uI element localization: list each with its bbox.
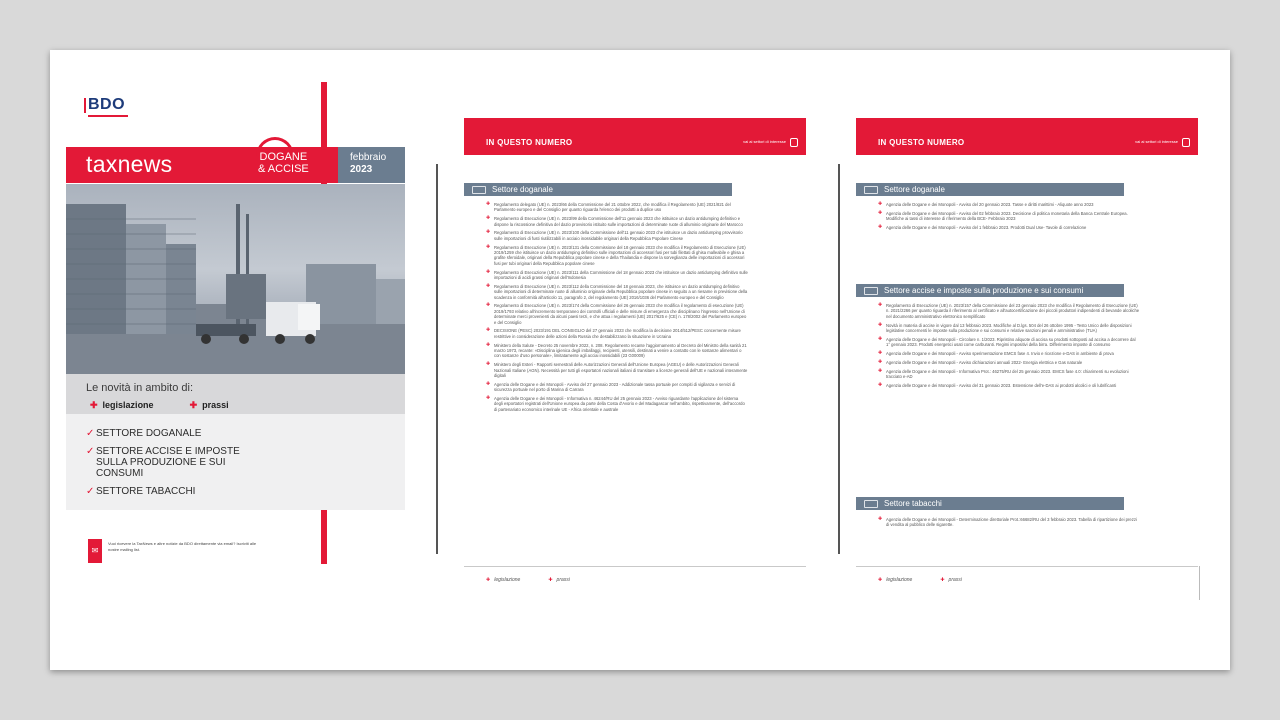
footer-tag-legislazione[interactable] [486,577,520,583]
footer-tag-prassi[interactable] [940,577,962,583]
cross-icon: ✚ [878,350,883,357]
list-item-text: Agenzia delle Dogane e dei Monopoli - Informativa Prot.: 46275/RU del 25 gennaio 2023. EMCS fase 4.0: chiarimenti su evoluzioni tracciato e-AD [886,368,1129,380]
list-item[interactable] [486,245,748,267]
check-icon: ✓ [86,486,95,497]
section-title: Settore accise e imposte sulla produzione e sui consumi [884,286,1084,295]
cross-icon: ✚ [940,577,945,583]
sectors-link[interactable]: vai ai settori di interesse [1135,139,1178,144]
list-item-text: Agenzia delle Dogane e dei Monopoli - Avviso del 20 gennaio 2023. Tasse e diritti marittimi - Aliquote anno 2023 [886,202,1094,207]
section-hand-icon [864,186,878,194]
list-item[interactable] [486,202,748,213]
footer-rule [1199,566,1200,600]
cross-icon: ✚ [486,361,491,368]
list-item[interactable] [486,362,748,378]
list-item-text: Regolamento di Esecuzione (UE) n. 2023/157 della Commissione del 23 gennaio 2023 che modifica il Regolamento di Esecuzione (UE) n. 2021/2266 per quanto riguarda il riferimento al certificato e all'autocertificazione dei piccoli produttori indipendenti di bevande alcoliche nel documento amministrativo elettronico semplificato [886,303,1140,319]
cross-icon: ✚ [486,302,491,309]
cross-icon: ✚ [189,400,198,410]
list-item-text: Agenzia delle Dogane e dei Monopoli - Avviso del 02 febbraio 2023. Decisione di politica monetaria della Banca Centrale Europea. Modifiche ai tassi di interesse di riferimento della BCE- Febbraio 2023 [886,210,1128,222]
list-item[interactable] [878,383,1140,388]
section-header-tabacchi[interactable] [856,497,1124,510]
page-header [464,118,806,155]
list-item[interactable] [878,303,1140,319]
footer-tag-prassi[interactable] [548,577,570,583]
issue-date [338,147,405,183]
issue-month: febbraio [350,152,387,163]
cross-icon: ✚ [878,335,883,342]
cross-icon: ✚ [878,367,883,374]
page-header [856,118,1198,155]
tag-prassi[interactable] [190,400,229,411]
cross-icon: ✚ [548,577,553,583]
list-item-text: Agenzia delle Dogane e dei Monopoli - Avviso del 27 gennaio 2023 - Addizionale tassa portuale per compiti di vigilanza e servizi di sicurezza portuale nel porto di Marina di Carrara [494,381,736,393]
list-item[interactable] [486,396,748,412]
page-footer [856,566,1198,583]
section-title [258,151,309,175]
index-page-1 [464,118,808,600]
list-item-text: Regolamento di Esecuzione (UE) n. 2023/131 della Commissione del 18 gennaio 2023 che modifica il Regolamento di Esecuzione (UE) 2019/1259 che istituisce un dazio antidumping definitivo sulle importazioni di accessori fusi per tubi filettati di ghisa malleabile e ghisa a grafite sferoidale, originari della Repubblica popolare cinese e della Thailandia e dispone la sorveglianza delle importazioni di accessori fusi per tubi originari della Repubblica popolare cinese [494,244,746,266]
novita-box [66,374,405,414]
item-list [486,202,748,416]
cross-icon: ✚ [878,224,883,230]
cross-icon: ✚ [486,215,491,222]
list-item[interactable] [486,270,748,281]
sector-accise[interactable] [86,446,405,479]
list-item-text: Regolamento di Esecuzione (UE) n. 2023/111 della Commissione del 18 gennaio 2023 che istituisce un dazio antidumping definitivo sulle importazioni di acidi grassi originari dell'Indonesia [494,269,748,281]
cover-photo [66,184,405,374]
section-title: Settore doganale [492,185,553,194]
page-footer [464,566,806,583]
index-page-2 [856,118,1200,600]
footer-tags [878,577,962,583]
list-item[interactable] [878,360,1140,365]
cross-icon: ✚ [486,243,491,250]
footer-tag-label: legislazione [886,577,913,583]
page-divider [838,164,840,554]
list-item[interactable] [878,225,1140,230]
section-header-doganale[interactable] [856,183,1124,196]
tag-legislazione[interactable] [90,400,154,411]
sector-tabacchi[interactable] [86,486,405,497]
cross-icon: ✚ [878,321,883,328]
list-item[interactable] [486,303,748,325]
cross-icon: ✚ [486,229,491,236]
list-item-text: Agenzia delle Dogane e dei Monopoli - Avviso sperimentazione EMCS fase 4. Invio e ricezione e-DAS in ambiente di prova [886,351,1114,357]
list-item-text: Regolamento di Esecuzione (UE) n. 2023/174 della Commissione del 26 gennaio 2023 che modifica il regolamento di esecuzione (UE) 2019/1793 relativo all'incremento temporaneo dei controlli ufficiali e delle misure di emergenza che disciplinano l'ingresso nell'Unione di determinate merci provenienti da alcuni paesi terzi, e che attua i regolamenti (UE) 2017/625 e (CE) n. 178/2002 del Parlamento europeo e del Consiglio [494,303,747,325]
cross-icon: ✚ [486,201,491,207]
list-item[interactable] [486,284,748,300]
footer-tag-label: legislazione [494,577,521,583]
sectors-link[interactable]: vai ai settori di interesse [743,139,786,144]
cover-page [66,82,406,566]
cross-icon: ✚ [486,341,491,348]
cross-icon: ✚ [878,209,883,216]
list-item-text: Agenzia delle Dogane e dei Monopoli - Avviso dichiarazioni annuali 2022- Energia elettrica e Gas naturale [886,359,1083,365]
list-item[interactable] [878,211,1140,222]
list-item-text: Ministero degli Esteri - Rapporti semestrali delle Autorizzazioni Generali dell'Unione Europea (AGEU) e delle Autorizzazioni Generali Nazionali Italiane (AGN). Necessità per tutti gli esportatori nazionali italiani di transitare a licenze generali dell'UE e nazionali interamente digitali [494,362,748,379]
container-port-image [66,184,405,374]
mailing-list-icon[interactable]: ✉ [88,539,102,563]
section-hand-icon [864,500,878,508]
sector-label: SETTORE TABACCHI [96,486,196,497]
cross-icon: ✚ [486,268,491,275]
list-item-text: Regolamento di Esecuzione (UE) n. 2023/100 della Commissione dell'11 gennaio 2023 che istituisce un dazio antidumping provvisorio sulle importazioni di fusti riutilizzabili in acciaio inossidabile originari della Repubblica Popolare Cinese [494,230,743,241]
list-item-text: Agenzia delle Dogane e dei Monopoli - Avviso del 1 febbraio 2023. Prodotti Dual Use- Tavole di correlazione [886,225,1087,230]
footer-tag-label: prassi [948,577,962,583]
list-item-text: Agenzia delle Dogane e dei Monopoli - Avviso del 31 gennaio 2023. Estensione dell'e-DAS ai prodotti alcolici e oli lubrificanti [886,382,1117,388]
sector-label: SETTORE ACCISE E IMPOSTE SULLA PRODUZIONE E SUI CONSUMI [96,446,240,479]
list-item-text: Ministero della Salute - Decreto 25 novembre 2022, n. 208. Regolamento recante l'aggiornamento al Decreto del Ministro della sanità 21 marzo 1973, recante: «Disciplina igienica degli imballaggi, recipienti, utensili, destinati a venire a contatto con le sostanze alimentari o con sostanze d'uso personale», limitatamente agli acciai inossidabili (23 G00009) [494,342,747,359]
list-item[interactable] [878,202,1140,207]
list-item-text: DECISIONE (PESC) 2023/191 DEL CONSIGLIO del 27 gennaio 2023 che modifica la decisione 2014/512/PESC concernente misure restrittive in considerazione delle azioni della Russia che destabilizzano la situazione in Ucraina [494,328,741,339]
item-list [878,202,1140,234]
logo-underline [88,115,128,117]
section-header-accise[interactable] [856,284,1124,297]
footer-tags [486,577,570,583]
page-header-title: IN QUESTO NUMERO [486,138,573,147]
page-divider [436,164,438,554]
list-item-text: Regolamento di Esecuzione (UE) n. 2023/112 della Commissione del 18 gennaio 2023, che istituisce un dazio antidumping definitivo sulle importazioni di determinate ruote di alluminio originarie della Repubblica popolare cinese in seguito a un riesame in previsione della scadenza in conformità all'articolo 11, paragrafo 2, del regolamento (UE) 2016/1036 del Parlamento europeo e del Consiglio [494,283,748,300]
list-item-text: Regolamento di Esecuzione (UE) n. 2023/99 della Commissione dell'11 gennaio 2023 che istituisce un dazio antidumping definitivo e dispone la riscossione definitiva del dazio provvisorio istituito sulle importazioni di determinate ruote di alluminio originarie del Marocco [494,216,743,227]
hand-pointer-icon[interactable] [790,138,798,147]
item-list [878,517,1140,531]
list-item-text: Agenzia delle Dogane e dei Monopoli - Circolare n. 1/2023. Ripristino aliquote di accisa su prodotti sottoposti ad accisa a decorrere dal 1° gennaio 2023. Prodotti energetici usati come carburanti. Regimi impositivi della birra. Differimento imposte di consumo [886,336,1136,348]
list-item-text: Agenzia delle Dogane e dei Monopoli - Determinazione direttoriale Prot.:66682/RU del 3 febbraio 2023. Tabella di ripartizione dei prezzi di vendita al pubblico delle sigarette. [886,517,1137,528]
section-hand-icon [472,186,486,194]
mailing-list-text[interactable]: Vuoi ricevere la TaxNews e altre notizie da BDO direttamente via email? Iscriviti alle nostre mailing list. [108,541,257,552]
footer-tag-legislazione[interactable] [878,577,912,583]
sector-label: SETTORE DOGANALE [96,428,202,439]
cross-icon: ✚ [486,282,491,289]
list-item-text: Regolamento delegato (UE) n. 2023/66 della Commissione del 21 ottobre 2022, che modifica il Regolamento (UE) 2021/821 del Parlamento europeo e del Consiglio per quanto riguarda l'elenco dei prodotti a duplice uso [494,202,731,213]
item-list [878,303,1140,392]
cross-icon: ✚ [486,380,491,387]
logo-bar [84,98,86,113]
cross-icon: ✚ [486,395,491,402]
cross-icon: ✚ [90,400,98,410]
slide [50,50,1230,670]
bdo-logo [84,96,132,118]
list-item[interactable] [486,382,748,393]
section-header-doganale[interactable] [464,183,732,196]
novita-tags [86,400,405,411]
cross-icon: ✚ [878,358,883,365]
sector-doganale[interactable] [86,428,405,439]
hand-pointer-icon[interactable] [1182,138,1190,147]
issue-year: 2023 [350,164,373,175]
section-hand-icon [864,287,878,295]
list-item[interactable] [878,517,1140,528]
sectors-box [66,414,405,510]
list-item[interactable] [878,351,1140,356]
cross-icon: ✚ [486,327,491,334]
section-title: Settore doganale [884,185,945,194]
list-item-text: Agenzia delle Dogane e dei Monopoli - Informativa n. 46244/RU del 25 gennaio 2023 - Avviso riguardante l'applicazione del sistema degli esportatori registrati dell'Unione europea da parte della Costa d'Avorio e del Madagascar nell'ambito, rispettivamente, dell'accordo di partenariato economico interinale UE - Africa orientale e australe [494,396,745,412]
cross-icon: ✚ [878,381,883,388]
list-item[interactable] [486,216,748,227]
list-item[interactable] [878,337,1140,348]
section-title-line1: DOGANE [259,151,308,163]
list-item[interactable] [486,328,748,339]
cross-icon: ✚ [486,577,491,583]
cross-icon: ✚ [878,201,883,207]
section-title-line2: & ACCISE [258,163,309,175]
logo-text: BDO [88,96,126,113]
section-title: Settore tabacchi [884,499,942,508]
title-band [66,147,405,183]
publication-title: taxnews [86,151,173,177]
footer-tag-label: prassi [556,577,570,583]
tag-label: prassi [202,400,229,410]
cross-icon: ✚ [878,577,883,583]
list-item[interactable] [878,323,1140,334]
list-item[interactable] [486,343,748,359]
list-item[interactable] [486,230,748,241]
list-item[interactable] [878,369,1140,380]
check-icon: ✓ [86,428,95,439]
cross-icon: ✚ [878,516,883,522]
title-band-red [66,147,338,183]
list-item-text: Novità in materia di accise in vigore dal 13 febbraio 2023. Modifiche al D.lgs. 504 del 26 ottobre 1995 - Testo Unico delle disposizioni legislative concernenti le imposte sulla produzione e sui consumi e relative sanzioni penali e amministrative (TUA) [886,322,1132,334]
check-icon: ✓ [86,446,95,457]
cross-icon: ✚ [878,302,883,308]
novita-title: Le novità in ambito di: [86,382,194,394]
page-header-title: IN QUESTO NUMERO [878,138,965,147]
tag-label: legislazione [102,400,154,410]
